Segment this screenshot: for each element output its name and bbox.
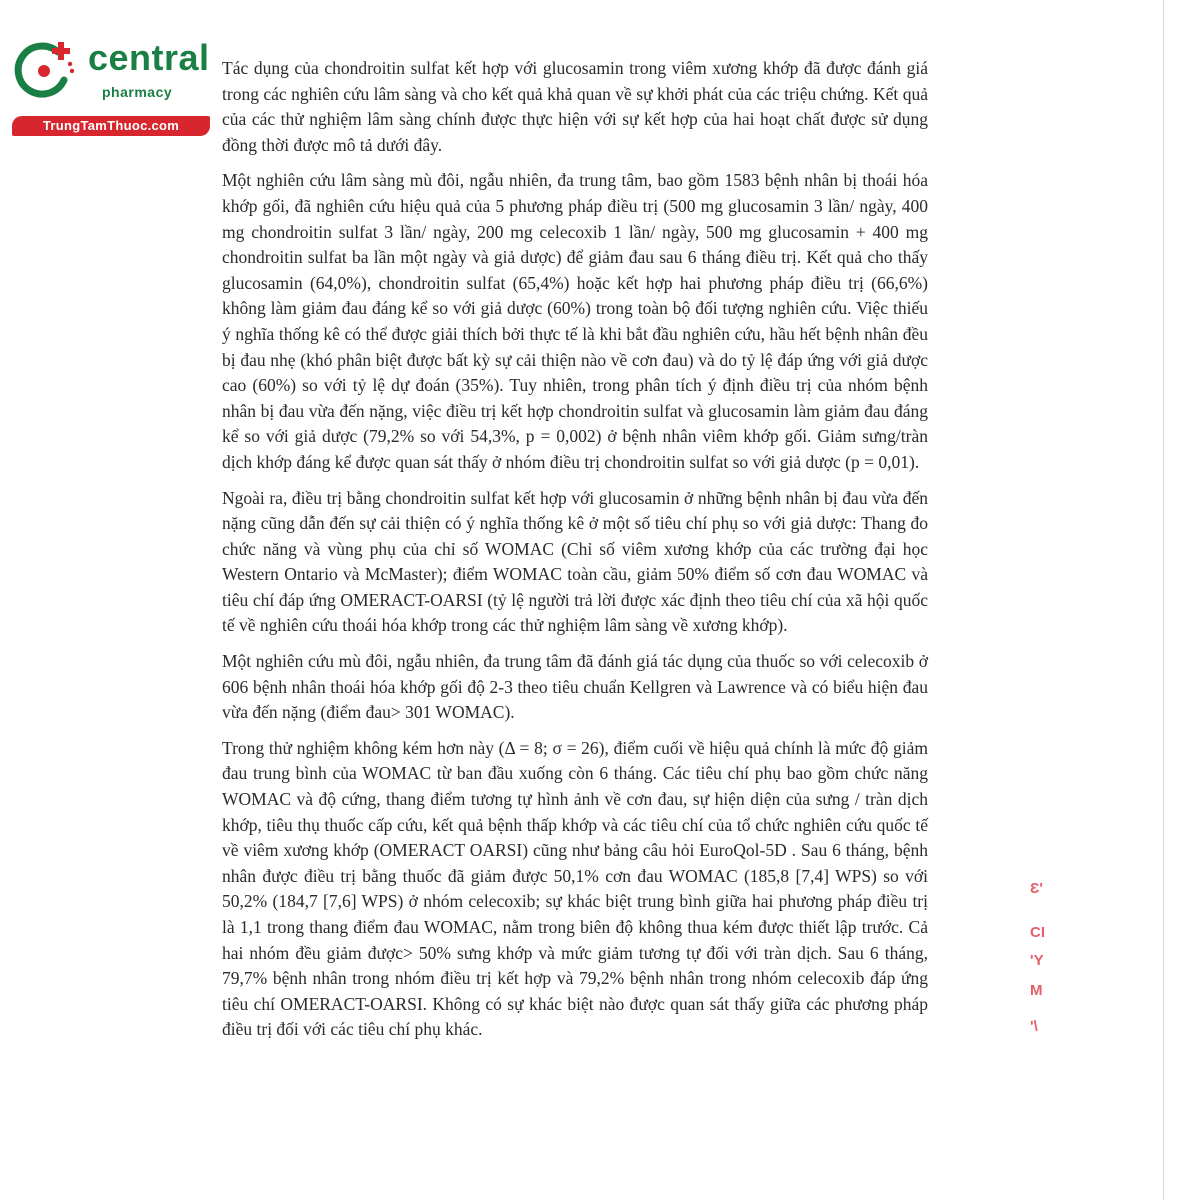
stamp-text: '\ [1030,1018,1038,1035]
paragraph-non-inferiority: Trong thử nghiệm không kém hơn này (Δ = 8; σ = 26), điểm cuối về hiệu quả chính là mức độ giảm đau trung bình của WOMAC từ ban đầu xuống còn 6 tháng. Các tiêu chí phụ bao gồm chức năng WOMAC và độ cứng, thang điểm tương tự hình ảnh về cơn đau, sự hiện diện của sưng / tràn dịch khớp, tiêu thụ thuốc cấp cứu, kết quả bệnh thấp khớp và các tiêu chí của tổ chức nghiên cứu quốc tế về viêm xương khớp (OMERACT OARSI) cũng như bảng câu hỏi EuroQol-5D . Sau 6 tháng, bệnh nhân được điều trị bằng thuốc đã giảm được 50,1% cơn đau WOMAC (185,8 [7,4] WPS) so với 50,2% (184,7 [7,6] WPS) ở nhóm celecoxib; sự khác biệt trung bình giữa hai phương pháp điều trị là 1,1 trong thang điểm đau WOMAC, nằm trong biên độ không thua kém được thiết lập trước. Cả hai nhóm đều giảm được> 50% sưng khớp và mức giảm tương tự đối với tràn dịch. Sau 6 tháng, 79,7% bệnh nhân trong nhóm điều trị kết hợp và 79,2% bệnh nhân trong nhóm celecoxib đáp ứng tiêu chí OMERACT-OARSI. Không có sự khác biệt nào được quan sát thấy giữa các phương pháp điều trị đối với các tiêu chí phụ khác. [222,737,928,1040]
stamp-text: M [1030,982,1043,999]
paragraph-secondary-criteria: Ngoài ra, điều trị bằng chondroitin sulfat kết hợp với glucosamin ở những bệnh nhân bị đau vừa đến nặng cũng dẫn đến sự cải thiện có ý nghĩa thống kê ở một số tiêu chí phụ so với giả dược: Thang đo chức năng và vùng phụ của chỉ số WOMAC (Chỉ số viêm xương khớp của các trường đại học Western Ontario và McMaster); điểm WOMAC toàn cầu, giảm 50% điểm số cơn đau WOMAC và tiêu chí đáp ứng OMERACT-OARSI (tỷ lệ người trả lời được xác định theo tiêu chí của xã hội quốc tế về nghiên cứu thoái hóa khớp trong các thử nghiệm lâm sàng về xương khớp). [222,487,928,636]
brand-tagline: pharmacy [102,84,173,100]
stamp-text: 'Y [1030,952,1044,969]
central-pharmacy-logo-icon [14,40,76,102]
page-edge-divider [1163,0,1164,1200]
paragraph-study-1583: Một nghiên cứu lâm sàng mù đôi, ngẫu nhiên, đa trung tâm, bao gồm 1583 bệnh nhân bị thoái hóa khớp gối, đã nghiên cứu hiệu quả của 5 phương pháp điều trị (500 mg glucosamin 3 lần/ ngày, 400 mg chondroitin sulfat 3 lần/ ngày, 200 mg celecoxib 1 lần/ ngày, 500 mg glucosamin + 400 mg chondroitin sulfat ba lần một ngày và giả dược) để giảm đau sau 6 tháng điều trị. Kết quả cho thấy glucosamin (64,0%), chondroitin sulfat (65,4%) hoặc kết hợp hai phương pháp điều trị (66,6%) không làm giảm đau đáng kể so với giả dược (60%) trong toàn bộ đối tượng nghiên cứu. Việc thiếu ý nghĩa thống kê có thể được giải thích bởi thực tế là khi bắt đầu nghiên cứu, hầu hết bệnh nhân đều bị đau nhẹ (khó phân biệt được bất kỳ sự cải thiện nào về cơn đau) và do tỷ lệ đáp ứng với giả dược cao (60%) so với tỷ lệ dự đoán (35%). Tuy nhiên, trong phân tích ý định điều trị của nhóm bệnh nhân bị đau vừa đến nặng, việc điều trị kết hợp chondroitin sulfat và glucosamin làm giảm đau đáng kể so với giả dược (79,2% so với 54,3%, p = 0,002) ở bệnh nhân viêm khớp gối. Giảm sưng/tràn dịch khớp đáng kể được quan sát thấy ở nhóm điều trị chondroitin sulfat so với giả dược (p = 0,01). [222,170,928,472]
pharmacy-logo [10,36,215,136]
document-body [222,56,928,1053]
stamp-text: Ɛ' [1030,880,1043,897]
paragraph-study-606: Một nghiên cứu mù đôi, ngẫu nhiên, đa trung tâm đã đánh giá tác dụng của thuốc so với celecoxib ở 606 bệnh nhân thoái hóa khớp gối độ 2-3 theo tiêu chuẩn Kellgren và Lawrence và có biểu hiện đau vừa đến nặng (điểm đau> 301 WOMAC). [222,651,928,723]
brand-name: central [88,37,210,78]
website-banner: TrungTamThuoc.com [12,116,210,136]
stamp-text: CI [1030,924,1045,941]
red-stamp-fragment [1030,880,1060,1050]
paragraph-intro: Tác dụng của chondroitin sulfat kết hợp với glucosamin trong viêm xương khớp đã được đánh giá trong các nghiên cứu lâm sàng và cho kết quả khả quan về sự khởi phát của các triệu chứng. Kết quả của các thử nghiệm lâm sàng chính được thực hiện với sự kết hợp của hai hoạt chất được sử dụng đồng thời được mô tả dưới đây. [222,58,928,155]
